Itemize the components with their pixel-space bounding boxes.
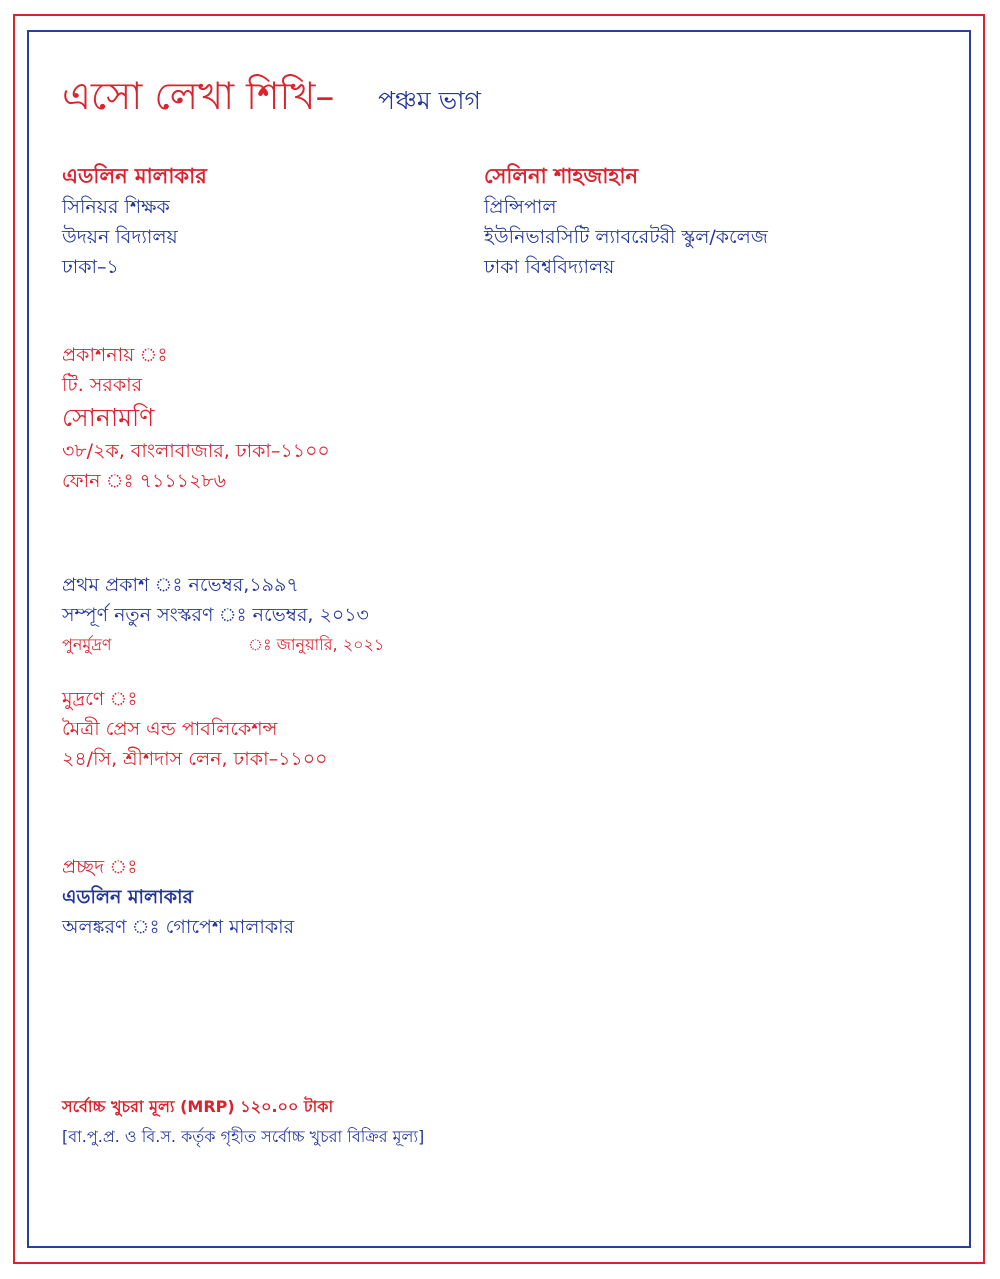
edition-block <box>62 570 384 660</box>
publisher-address: ৩৮/২ক, বাংলাবাজার, ঢাকা–১১০০ <box>62 440 330 462</box>
author-1 <box>62 160 207 282</box>
author-2 <box>484 160 768 282</box>
publisher-label: প্রকাশনায় ঃ <box>62 344 168 366</box>
publisher-brand: সোনামণি <box>62 403 155 432</box>
publisher-phone: ফোন ঃ ৭১১১২৮৬ <box>62 470 227 492</box>
author-2-location: ঢাকা বিশ্ববিদ্যালয় <box>484 256 615 278</box>
publisher-name: টি. সরকার <box>62 374 143 396</box>
publisher-block <box>62 340 330 496</box>
author-1-institution: উদয়ন বিদ্যালয় <box>62 226 178 248</box>
new-edition: সম্পূর্ণ নতুন সংস্করণ ঃ নভেম্বর, ২০১৩ <box>62 604 369 626</box>
cover-illustration: অলঙ্করণ ঃ গোপেশ মালাকার <box>62 916 295 938</box>
price-block <box>62 1092 424 1152</box>
author-1-designation: সিনিয়র শিক্ষক <box>62 196 170 218</box>
author-1-location: ঢাকা–১ <box>62 256 119 278</box>
cover-label: প্রচ্ছদ ঃ <box>62 856 138 878</box>
printer-name: মৈত্রী প্রেস এন্ড পাবলিকেশন্স <box>62 718 278 740</box>
author-1-name: এডলিন মালাকার <box>62 164 207 188</box>
author-2-name: সেলিনা শাহজাহান <box>484 164 639 188</box>
cover-artist: এডলিন মালাকার <box>62 886 193 908</box>
reprint-row <box>62 630 384 660</box>
printer-block <box>62 684 327 774</box>
reprint-value: ঃ জানুয়ারি, ২০২১ <box>248 635 385 654</box>
first-edition: প্রথম প্রকাশ ঃ নভেম্বর,১৯৯৭ <box>62 574 299 596</box>
cover-block <box>62 852 294 942</box>
mrp-note: [বা.পু.প্র. ও বি.স. কর্তৃক গৃহীত সর্বোচ্চ খুচরা বিক্রির মূল্য] <box>62 1127 425 1146</box>
author-2-designation: প্রিন্সিপাল <box>484 196 557 218</box>
author-2-institution: ইউনিভারসিটি ল্যাবরেটরী স্কুল/কলেজ <box>484 226 768 248</box>
mrp-text: সর্বোচ্চ খুচরা মূল্য (MRP) ১২০.০০ টাকা <box>62 1097 334 1116</box>
printer-label: মুদ্রণে ঃ <box>62 688 138 710</box>
book-subtitle: পঞ্চম ভাগ <box>378 86 481 115</box>
book-title: এসো লেখা শিখি– <box>62 74 335 118</box>
printer-address: ২৪/সি, শ্রীশদাস লেন, ঢাকা–১১০০ <box>62 748 328 770</box>
reprint-label: পুনর্মুদ্রণ <box>62 635 112 654</box>
